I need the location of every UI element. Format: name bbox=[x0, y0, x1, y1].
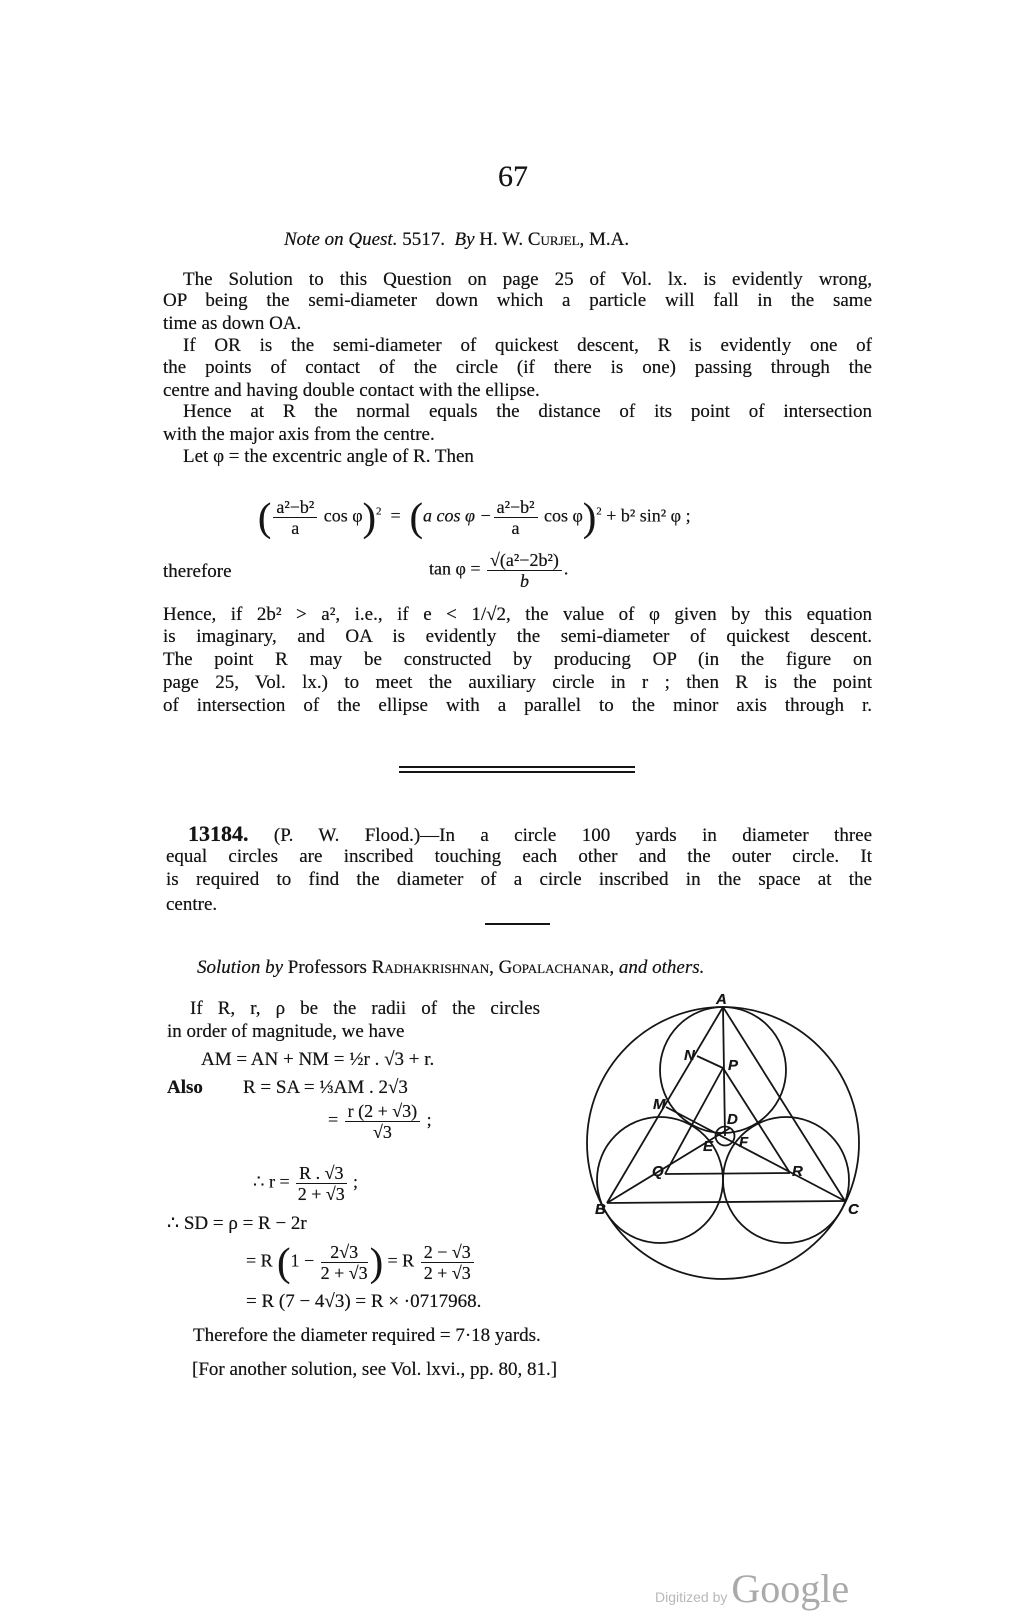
note-title-by: By bbox=[454, 229, 475, 250]
solution-by: Solution by bbox=[197, 957, 284, 978]
cos-term: cos φ bbox=[323, 505, 363, 526]
denominator: 2 + √3 bbox=[320, 1263, 368, 1283]
lhs: ∴ r = bbox=[253, 1171, 290, 1192]
period: . bbox=[563, 558, 569, 579]
numerator: √(a²−2b²) bbox=[487, 550, 562, 571]
numerator: a²−b² bbox=[273, 497, 317, 518]
label-N: N bbox=[684, 1047, 695, 1064]
denominator: 2 + √3 bbox=[423, 1263, 471, 1283]
google-logo: Google bbox=[731, 1566, 850, 1611]
denominator: b bbox=[519, 571, 529, 591]
therefore-label: therefore bbox=[163, 561, 232, 582]
paragraph-line: the points of contact of the circle (if there is one) passing through the bbox=[163, 357, 872, 378]
question-text: (P. W. Flood.)—In a circle 100 yards in diameter three bbox=[273, 825, 873, 846]
denominator: 2 + √3 bbox=[297, 1184, 345, 1204]
paragraph-line: page 25, Vol. lx.) to meet the auxiliary circle in r ; then R is the point bbox=[163, 672, 872, 693]
solution-line: If R, r, ρ be the radii of the circles bbox=[190, 998, 540, 1019]
numerator: r (2 + √3) bbox=[345, 1101, 421, 1122]
term: = R bbox=[246, 1250, 273, 1271]
exponent: 2 bbox=[596, 505, 602, 518]
term: + b² sin² φ ; bbox=[606, 505, 691, 526]
equals: = bbox=[328, 1109, 339, 1130]
note-author: H. W. Curjel, M.A. bbox=[479, 229, 630, 250]
conclusion: Therefore the diameter required = 7·18 yards. bbox=[193, 1325, 541, 1346]
paren: ( bbox=[258, 494, 272, 540]
label-P: P bbox=[728, 1057, 739, 1074]
question-number: 13184. bbox=[188, 821, 249, 846]
semicolon: ; bbox=[426, 1109, 432, 1130]
paragraph-line: The Solution to this Question on page 25 of Vol. lx. is evidently wrong, bbox=[183, 269, 872, 290]
cos-term: cos φ bbox=[544, 505, 583, 526]
label-A: A bbox=[716, 991, 727, 1008]
term: a cos φ − bbox=[422, 505, 492, 526]
and-others: and others. bbox=[618, 957, 705, 978]
paragraph-line: with the major axis from the centre. bbox=[163, 424, 435, 445]
denominator: √3 bbox=[372, 1122, 392, 1142]
denominator: a bbox=[291, 518, 300, 538]
paragraph-line: Hence, if 2b² > a², i.e., if e < 1/√2, the value of φ given by this equation bbox=[163, 604, 872, 625]
exponent: 2 bbox=[375, 505, 382, 518]
question-line: centre. bbox=[166, 894, 218, 915]
note-title-number: 5517. bbox=[402, 229, 445, 250]
professors: Professors bbox=[287, 957, 367, 978]
line-AC bbox=[723, 1007, 845, 1201]
label-E: E bbox=[703, 1138, 714, 1155]
numerator: a²−b² bbox=[494, 497, 538, 518]
reference: [For another solution, see Vol. lxvi., pp. 80, 81.] bbox=[192, 1359, 558, 1380]
inscribed-circle-left bbox=[597, 1117, 723, 1243]
solver-names: Radhakrishnan, Gopalachanar, bbox=[371, 957, 615, 978]
paragraph-line: If OR is the semi-diameter of quickest descent, R is evidently one of bbox=[183, 335, 872, 356]
label-C: C bbox=[848, 1201, 859, 1218]
paragraph-line: The point R may be constructed by producing OP (in the figure on bbox=[163, 649, 872, 670]
label-B: B bbox=[595, 1201, 606, 1218]
label-M: M bbox=[653, 1096, 666, 1113]
step-3: ∴ SD = ρ = R − 2r bbox=[167, 1213, 307, 1234]
watermark bbox=[655, 1565, 849, 1612]
paragraph-line: time as down OA. bbox=[163, 313, 302, 334]
solution-line: Also bbox=[167, 1077, 203, 1098]
semicolon: ; bbox=[353, 1171, 359, 1192]
line-MF bbox=[666, 1107, 845, 1201]
denominator: a bbox=[511, 518, 520, 538]
paragraph-line: Let φ = the excentric angle of R. Then bbox=[183, 446, 474, 467]
solution-line: in order of magnitude, we have bbox=[167, 1021, 405, 1042]
question-line: equal circles are inscribed touching each other and the outer circle. It bbox=[166, 846, 872, 867]
paragraph-line: Hence at R the normal equals the distance of its point of intersection bbox=[183, 401, 872, 422]
label-Q: Q bbox=[652, 1163, 664, 1180]
label-F: F bbox=[739, 1134, 749, 1151]
numerator: R . √3 bbox=[296, 1163, 346, 1184]
paren: ) bbox=[362, 494, 376, 540]
term: 1 − bbox=[290, 1250, 315, 1271]
paragraph-line: OP being the semi-diameter down which a particle will fall in the same bbox=[163, 290, 872, 311]
paren: ) bbox=[582, 494, 597, 540]
solution-line: R = SA = ⅓AM . 2√3 bbox=[243, 1077, 408, 1098]
term: = R bbox=[387, 1250, 415, 1271]
solution-line: AM = AN + NM = ½r . √3 + r. bbox=[201, 1049, 435, 1070]
note-title-italic: Note on Quest. bbox=[284, 229, 398, 250]
page-number: 67 bbox=[498, 160, 528, 193]
step-5: = R (7 − 4√3) = R × ·0717968. bbox=[246, 1291, 482, 1312]
numerator: 2 − √3 bbox=[421, 1242, 474, 1263]
line-BC bbox=[607, 1201, 845, 1203]
paren: ( bbox=[409, 494, 423, 540]
paragraph-line: of intersection of the ellipse with a parallel to the minor axis through r. bbox=[163, 695, 872, 716]
label-D: D bbox=[727, 1111, 738, 1128]
paragraph-line: centre and having double contact with the ellipse. bbox=[163, 380, 540, 401]
line-NP bbox=[697, 1056, 723, 1068]
label-R: R bbox=[792, 1163, 803, 1180]
paren: ) bbox=[369, 1239, 384, 1285]
question-line: is required to find the diameter of a circle inscribed in the space at the bbox=[166, 869, 872, 890]
numerator: 2√3 bbox=[321, 1242, 368, 1263]
paragraph-line: is imaginary, and OA is evidently the semi-diameter of quickest descent. bbox=[163, 626, 872, 647]
tan-term: tan φ = bbox=[429, 558, 481, 579]
watermark-prefix: Digitized by bbox=[655, 1589, 728, 1605]
equals: = bbox=[390, 505, 401, 526]
line-QR bbox=[665, 1173, 790, 1174]
paren: ( bbox=[277, 1239, 291, 1285]
